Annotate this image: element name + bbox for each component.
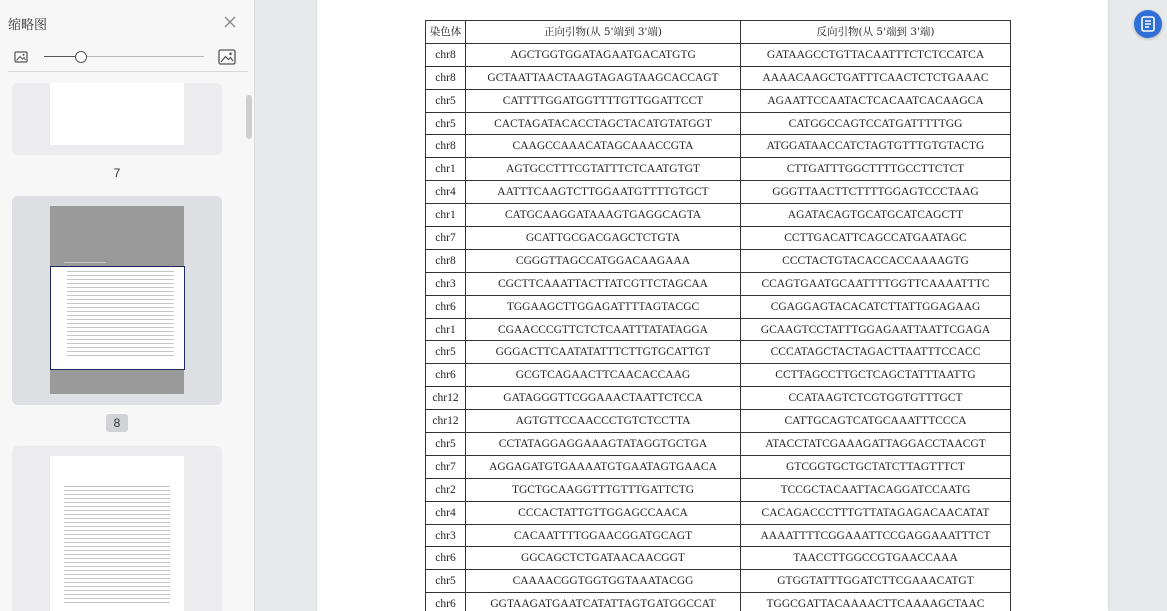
reverse-primer-cell: AGATACAGTGCATGCATCAGCTT [741, 204, 1011, 227]
chromosome-cell: chr4 [426, 181, 466, 204]
document-viewer[interactable] [256, 0, 1167, 611]
reverse-primer-cell: CACAGACCCTTTGTTATAGAGACAACATAT [741, 501, 1011, 524]
table-row [426, 158, 1011, 181]
forward-primer-cell: CGCTTCAAATTACTTATCGTTCTAGCAA [466, 272, 741, 295]
reverse-primer-cell: GGGTTAACTTCTTTTGGAGTCCCTAAG [741, 181, 1011, 204]
page-thumbnail-7[interactable] [12, 83, 222, 155]
chromosome-cell: chr8 [426, 249, 466, 272]
chromosome-cell: chr7 [426, 227, 466, 250]
page-number-label-selected: 8 [106, 414, 128, 432]
chromosome-cell: chr8 [426, 66, 466, 89]
close-icon[interactable] [222, 14, 238, 30]
table-row [426, 318, 1011, 341]
thumbnail-zoom-control [8, 44, 248, 72]
forward-primer-cell: CATGCAAGGATAAAGTGAGGCAGTA [466, 204, 741, 227]
primer-table [425, 20, 1011, 611]
chromosome-cell: chr7 [426, 455, 466, 478]
forward-primer-cell: CGGGTTAGCCATGGACAAGAAA [466, 249, 741, 272]
table-row [426, 295, 1011, 318]
chromosome-cell: chr12 [426, 410, 466, 433]
chromosome-cell: chr6 [426, 547, 466, 570]
forward-primer-cell: CATTTTGGATGGTTTTGTTGGATTCCT [466, 89, 741, 112]
forward-primer-cell: GATAGGGTTCGGAAACTAATTCTCCA [466, 387, 741, 410]
table-row [426, 227, 1011, 250]
reverse-primer-cell: CGAGGAGTACACATCTTATTGGAGAAG [741, 295, 1011, 318]
chromosome-cell: chr1 [426, 158, 466, 181]
forward-primer-cell: CCCACTATTGTTGGAGCCAACA [466, 501, 741, 524]
forward-primer-cell: TGCTGCAAGGTTTGTTTGATTCTG [466, 478, 741, 501]
thumbnail-page-image [50, 456, 184, 611]
forward-primer-cell: AGTGTTCCAACCCTGTCTCCTTA [466, 410, 741, 433]
table-row [426, 410, 1011, 433]
table-row [426, 455, 1011, 478]
table-row [426, 547, 1011, 570]
reverse-primer-cell: CCCATAGCTACTAGACTTAATTTCCACC [741, 341, 1011, 364]
forward-primer-cell: GGGACTTCAATATATTTCTTGTGCATTGT [466, 341, 741, 364]
table-row [426, 181, 1011, 204]
reverse-primer-cell: CATTGCAGTCATGCAAATTTCCCA [741, 410, 1011, 433]
chromosome-cell: chr6 [426, 593, 466, 611]
reverse-primer-cell: CCAGTGAATGCAATTTTGGTTCAAAATTTC [741, 272, 1011, 295]
table-row [426, 135, 1011, 158]
reverse-primer-cell: ATGGATAACCATCTAGTGTTTGTGTACTG [741, 135, 1011, 158]
reverse-primer-cell: AAAACAAGCTGATTTCAACTCTCTGAAAC [741, 66, 1011, 89]
chromosome-cell: chr1 [426, 204, 466, 227]
forward-primer-cell: AGCTGGTGGATAGAATGACATGTG [466, 43, 741, 66]
table-row [426, 364, 1011, 387]
reverse-primer-cell: CCTTAGCCTTGCTCAGCTATTTAATTG [741, 364, 1011, 387]
forward-primer-cell: CGAACCCGTTCTCTCAATTTATATAGGA [466, 318, 741, 341]
forward-primer-cell: AGGAGATGTGAAAATGTGAATAGTGAACA [466, 455, 741, 478]
document-page [317, 0, 1108, 611]
table-row [426, 478, 1011, 501]
chromosome-cell: chr8 [426, 135, 466, 158]
forward-primer-cell: GCGTCAGAACTTCAACACCAAG [466, 364, 741, 387]
app-logo-glyph [1134, 10, 1162, 38]
forward-primer-cell: GCTAATTAACTAAGTAGAGTAAGCACCAGT [466, 66, 741, 89]
column-header-forward-primer: 正向引物(从 5'端到 3'端) [466, 21, 741, 44]
chromosome-cell: chr1 [426, 318, 466, 341]
zoom-slider-handle[interactable] [75, 51, 87, 63]
chromosome-cell: chr5 [426, 570, 466, 593]
forward-primer-cell: GGCAGCTCTGATAACAACGGT [466, 547, 741, 570]
forward-primer-cell: GGTAAGATGAATCATATTAGTGATGGCCAT [466, 593, 741, 611]
reverse-primer-cell: ATACCTATCGAAAGATTAGGACCTAACGT [741, 433, 1011, 456]
zoom-in-image-icon[interactable] [218, 48, 236, 66]
chromosome-cell: chr5 [426, 433, 466, 456]
chromosome-cell: chr5 [426, 341, 466, 364]
chromosome-cell: chr5 [426, 89, 466, 112]
chromosome-cell: chr2 [426, 478, 466, 501]
table-row [426, 501, 1011, 524]
reverse-primer-cell: CCTTGACATTCAGCCATGAATAGC [741, 227, 1011, 250]
chromosome-cell: chr5 [426, 112, 466, 135]
reverse-primer-cell: GTCGGTGCTGCTATCTTAGTTTCT [741, 455, 1011, 478]
reverse-primer-cell: GATAAGCCTGTTACAATTTCTCTCCATCA [741, 43, 1011, 66]
table-row [426, 112, 1011, 135]
forward-primer-cell: AGTGCCTTTCGTATTTCTCAATGTGT [466, 158, 741, 181]
chromosome-cell: chr12 [426, 387, 466, 410]
reverse-primer-cell: TCCGCTACAATTACAGGATCCAATG [741, 478, 1011, 501]
forward-primer-cell: CACTAGATACACCTAGCTACATGTATGGT [466, 112, 741, 135]
forward-primer-cell: TGGAAGCTTGGAGATTTTAGTACGC [466, 295, 741, 318]
app-logo-icon[interactable] [1134, 10, 1162, 38]
column-header-chromosome: 染色体 [426, 21, 466, 44]
chromosome-cell: chr6 [426, 364, 466, 387]
reverse-primer-cell: AAAATTTTCGGAAATTCCGAGGAAATTTCT [741, 524, 1011, 547]
reverse-primer-cell: GTGGTATTTGGATCTTCGAAACATGT [741, 570, 1011, 593]
sidebar-title: 缩略图 [8, 17, 48, 32]
zoom-out-image-icon[interactable] [14, 50, 28, 64]
reverse-primer-cell: CCCTACTGTACACCACCAAAAGTG [741, 249, 1011, 272]
table-row [426, 43, 1011, 66]
table-header-row [426, 21, 1011, 44]
chromosome-cell: chr8 [426, 43, 466, 66]
table-row [426, 593, 1011, 611]
column-header-reverse-primer: 反向引物(从 5'端到 3'端) [741, 21, 1011, 44]
page-number-label: 7 [113, 166, 121, 180]
reverse-primer-cell: AGAATTCCAATACTCACAATCACAAGCA [741, 89, 1011, 112]
chromosome-cell: chr3 [426, 272, 466, 295]
reverse-primer-cell: CTTGATTTGGCTTTTGCCTTCTCT [741, 158, 1011, 181]
sidebar-scrollbar[interactable] [246, 95, 252, 139]
chromosome-cell: chr3 [426, 524, 466, 547]
forward-primer-cell: CAAAACGGTGGTGGTAAATACGG [466, 570, 741, 593]
table-row [426, 272, 1011, 295]
forward-primer-cell: AATTTCAAGTCTTGGAATGTTTTGTGCT [466, 181, 741, 204]
forward-primer-cell: CCTATAGGAGGAAAGTATAGGTGCTGA [466, 433, 741, 456]
chromosome-cell: chr6 [426, 295, 466, 318]
forward-primer-cell: GCATTGCGACGAGCTCTGTA [466, 227, 741, 250]
thumbnail-page-image [50, 83, 184, 145]
thumbnail-viewport-indicator[interactable] [50, 266, 185, 370]
forward-primer-cell: CAAGCCAAACATAGCAAACCGTA [466, 135, 741, 158]
reverse-primer-cell: TGGCGATTACAAAACTTCAAAAGCTAAC [741, 593, 1011, 611]
page-thumbnail-9[interactable] [12, 446, 222, 611]
table-row [426, 89, 1011, 112]
reverse-primer-cell: TAACCTTGGCCGTGAACCAAA [741, 547, 1011, 570]
thumbnail-sidebar [0, 0, 255, 611]
forward-primer-cell: CACAATTTTGGAACGGATGCAGT [466, 524, 741, 547]
primer-table-body [426, 43, 1011, 611]
table-row [426, 66, 1011, 89]
reverse-primer-cell: CCATAAGTCTCGTGGTGTTTGCT [741, 387, 1011, 410]
table-row [426, 341, 1011, 364]
table-row [426, 524, 1011, 547]
table-row [426, 249, 1011, 272]
reverse-primer-cell: GCAAGTCCTATTTGGAGAATTAATTCGAGA [741, 318, 1011, 341]
reverse-primer-cell: CATGGCCAGTCCATGATTTTTGG [741, 112, 1011, 135]
table-row [426, 387, 1011, 410]
table-row [426, 570, 1011, 593]
table-row [426, 433, 1011, 456]
chromosome-cell: chr4 [426, 501, 466, 524]
page-thumbnail-8[interactable] [12, 196, 222, 405]
table-row [426, 204, 1011, 227]
